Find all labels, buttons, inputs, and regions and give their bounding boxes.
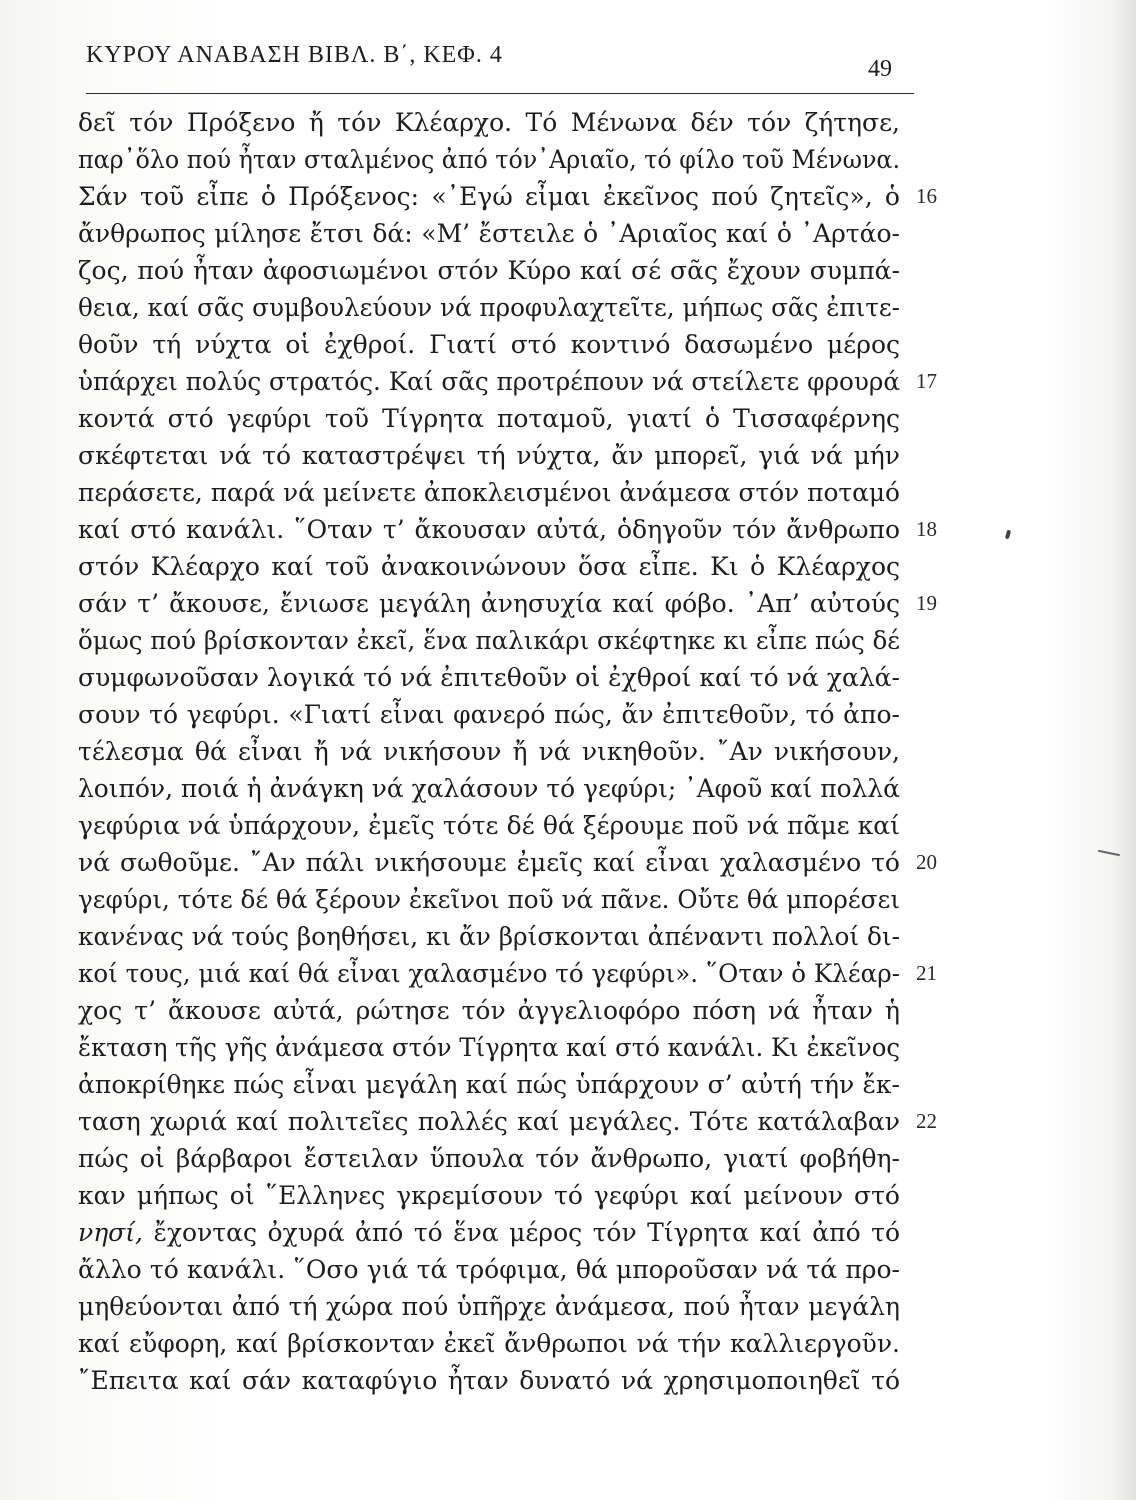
- text-line: [78, 289, 908, 326]
- text-line: [78, 622, 908, 659]
- text-line: [78, 474, 908, 511]
- text-line: [78, 992, 908, 1029]
- line-text: ῎Επειτα καί σάν καταφύγιο ἦταν δυνατό νά χρησιμοποιηθεῖ τό: [78, 1366, 900, 1395]
- verse-number: 18: [916, 517, 937, 541]
- line-text: στόν Κλέαρχο καί τοῦ ἀνακοινώνουν ὅσα εἶπε. Κι ὁ Κλέαρχος: [78, 552, 900, 581]
- line-text: καν μήπως οἱ ῞Ελληνες γκρεμίσουν τό γεφύρι καί μείνουν στό: [78, 1181, 900, 1210]
- line-text: ζος, πού ἦταν ἀφοσιωμένοι στόν Κύρο καί σέ σᾶς ἔχουν συμπά-: [78, 256, 900, 285]
- text-line: [78, 955, 937, 992]
- line-text: συμφωνοῦσαν λογικά τό νά ἐπιτεθοῦν οἱ ἐχθροί καί τό νά χαλά-: [78, 663, 900, 692]
- line-text: παρ᾽ὅλο πού ἦταν σταλμένος ἀπό τόν᾽Αριαῖο, τό φίλο τοῦ Μένωνα.: [78, 145, 900, 174]
- body-text: [78, 104, 937, 1399]
- text-line: [78, 363, 937, 400]
- text-line: [78, 844, 937, 881]
- line-text-rest: ἔχοντας ὀχυρά ἀπό τό ἕνα μέρος τόν Τίγρητα καί ἀπό τό: [143, 1218, 900, 1247]
- line-text: ἄνθρωπος μίλησε ἔτσι δά: «Μ’ ἔστειλε ὁ ᾽Αριαῖος καί ὁ ᾽Αρτάο-: [78, 219, 900, 248]
- text-line: [78, 770, 908, 807]
- text-line: [78, 1325, 908, 1362]
- italic-word: νησί,: [78, 1218, 143, 1247]
- text-line: [78, 585, 937, 622]
- verse-number: 17: [916, 369, 937, 393]
- text-line: [78, 881, 908, 918]
- line-text: θεια, καί σᾶς συμβουλεύουν νά προφυλαχτεῖτε, μήπως σᾶς ἐπιτε-: [78, 293, 900, 322]
- line-text: κοντά στό γεφύρι τοῦ Τίγρητα ποταμοῦ, γιατί ὁ Τισσαφέρνης: [78, 404, 900, 433]
- line-text: ἔκταση τῆς γῆς ἀνάμεσα στόν Τίγρητα καί στό κανάλι. Κι ἐκεῖνος: [78, 1033, 900, 1062]
- verse-number: 19: [916, 591, 937, 615]
- scan-speck: [1005, 530, 1011, 540]
- text-line: [78, 215, 908, 252]
- line-text: θοῦν τή νύχτα οἱ ἐχθροί. Γιατί στό κοντινό δασωμένο μέρος: [78, 330, 900, 359]
- text-line: [78, 1362, 908, 1399]
- text-line: [78, 696, 908, 733]
- line-text: σκέφτεται νά τό καταστρέψει τή νύχτα, ἄν μπορεῖ, γιά νά μήν: [78, 441, 900, 470]
- line-text: ὑπάρχει πολύς στρατός. Καί σᾶς προτρέπουν νά στείλετε φρουρά: [78, 367, 900, 396]
- text-line: [78, 1214, 908, 1251]
- text-line: [78, 400, 908, 437]
- text-line: [78, 1066, 908, 1103]
- header-rule: [86, 93, 914, 94]
- text-line: [78, 178, 937, 215]
- text-line: [78, 511, 937, 548]
- text-line: [78, 733, 908, 770]
- page-edge-shadow: [1112, 0, 1136, 1500]
- line-text: δεῖ τόν Πρόξενο ἤ τόν Κλέαρχο. Τό Μένωνα δέν τόν ζήτησε,: [78, 108, 900, 137]
- line-text: ταση χωριά καί πολιτεῖες πολλές καί μεγάλες. Τότε κατάλαβαν: [78, 1107, 900, 1136]
- line-text: ἀποκρίθηκε πώς εἶναι μεγάλη καί πώς ὑπάρχουν σ’ αὐτή τήν ἔκ-: [78, 1070, 900, 1099]
- line-text: περάσετε, παρά νά μείνετε ἀποκλεισμένοι ἀνάμεσα στόν ποταμό: [78, 478, 900, 507]
- text-line: [78, 659, 908, 696]
- line-text: καί στό κανάλι. ῞Οταν τ’ ἄκουσαν αὐτά, ὁδηγοῦν τόν ἄνθρωπο: [78, 515, 900, 544]
- verse-number: 22: [916, 1109, 937, 1133]
- line-text: Σάν τοῦ εἶπε ὁ Πρόξενος: «᾽Εγώ εἶμαι ἐκεῖνος πού ζητεῖς», ὁ: [78, 182, 900, 211]
- line-text: λοιπόν, ποιά ἡ ἀνάγκη νά χαλάσουν τό γεφύρι; ᾽Αφοῦ καί πολλά: [78, 774, 900, 803]
- line-text: καί εὔφορη, καί βρίσκονταν ἐκεῖ ἄνθρωποι νά τήν καλλιεργοῦν.: [78, 1329, 900, 1358]
- line-text: ὅμως πού βρίσκονταν ἐκεῖ, ἕνα παλικάρι σκέφτηκε κι εἶπε πώς δέ: [78, 626, 900, 655]
- line-text: πώς οἱ βάρβαροι ἔστειλαν ὕπουλα τόν ἄνθρωπο, γιατί φοβήθη-: [78, 1144, 900, 1173]
- text-line: [78, 1288, 908, 1325]
- text-line: [78, 252, 908, 289]
- line-text: σάν τ’ ἄκουσε, ἔνιωσε μεγάλη ἀνησυχία καί φόβο. ᾽Απ’ αὐτούς: [78, 589, 900, 618]
- text-line: [78, 104, 908, 141]
- verse-number: 16: [916, 184, 937, 208]
- text-line: [78, 141, 908, 178]
- text-line: [78, 548, 908, 585]
- line-text: κανένας νά τούς βοηθήσει, κι ἄν βρίσκονται ἀπέναντι πολλοί δι-: [78, 922, 900, 951]
- line-text: κοί τους, μιά καί θά εἶναι χαλασμένο τό γεφύρι». ῞Οταν ὁ Κλέαρ-: [78, 959, 900, 988]
- verse-number: 20: [916, 850, 937, 874]
- text-line: [78, 1177, 908, 1214]
- line-text: γεφύρια νά ὑπάρχουν, ἐμεῖς τότε δέ θά ξέρουμε ποῦ νά πᾶμε καί: [78, 811, 900, 840]
- line-text: ἄλλο τό κανάλι. ῞Οσο γιά τά τρόφιμα, θά μποροῦσαν νά τά προ-: [78, 1255, 900, 1284]
- line-text: χος τ’ ἄκουσε αὐτά, ρώτησε τόν ἀγγελιοφόρο πόση νά ἦταν ἡ: [78, 996, 900, 1025]
- verse-number: 21: [916, 961, 937, 985]
- line-text: νά σωθοῦμε. ῎Αν πάλι νικήσουμε ἐμεῖς καί εἶναι χαλασμένο τό: [78, 848, 900, 877]
- line-text: μηθεύονται ἀπό τή χώρα πού ὑπῆρχε ἀνάμεσα, πού ἦταν μεγάλη: [78, 1292, 900, 1321]
- page-number: 49: [868, 56, 892, 82]
- text-line: [78, 918, 908, 955]
- line-text: σουν τό γεφύρι. «Γιατί εἶναι φανερό πώς, ἄν ἐπιτεθοῦν, τό ἀπο-: [78, 700, 900, 729]
- line-text: [78, 1214, 900, 1251]
- text-line: [78, 807, 908, 844]
- text-line: [78, 1103, 937, 1140]
- text-line: [78, 1251, 908, 1288]
- line-text: γεφύρι, τότε δέ θά ξέρουν ἐκεῖνοι ποῦ νά πᾶνε. Οὔτε θά μπορέσει: [78, 885, 900, 914]
- text-line: [78, 1140, 908, 1177]
- running-head: ΚΥΡΟΥ ΑΝΑΒΑΣΗ ΒΙΒΛ. Β΄, ΚΕΦ. 4: [86, 42, 503, 68]
- text-line: [78, 326, 908, 363]
- text-line: [78, 1029, 908, 1066]
- text-line: [78, 437, 908, 474]
- line-text: τέλεσμα θά εἶναι ἤ νά νικήσουν ἤ νά νικηθοῦν. ῎Αν νικήσουν,: [78, 737, 900, 766]
